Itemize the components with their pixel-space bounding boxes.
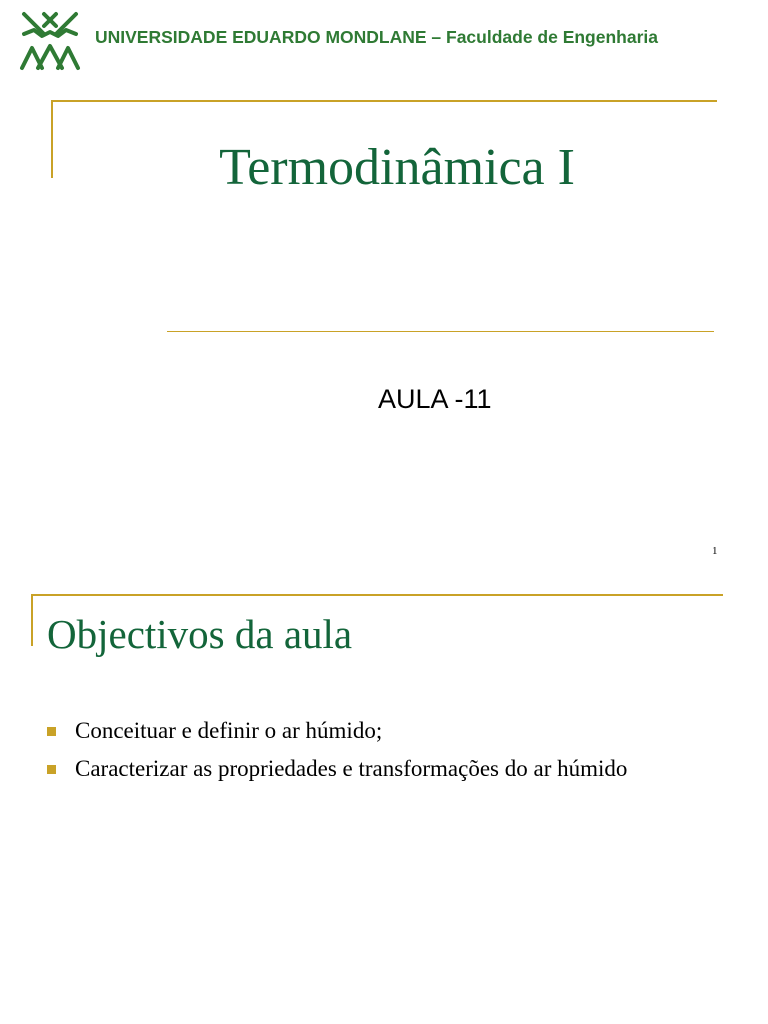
slide1-title: Termodinâmica I [219,139,575,196]
bullet-item [47,754,627,784]
slide2-left-rule [31,594,33,646]
slide1-subtitle: AULA -11 [378,384,492,414]
slide1-top-rule [51,100,717,102]
square-bullet-icon [47,727,56,736]
university-logo-icon [18,10,82,72]
slide2-top-rule [31,594,723,596]
page-number: 1 [712,545,718,557]
slide2-title: Objectivos da aula [47,611,353,657]
bullet-item [47,716,382,746]
bullet-text: Caracterizar as propriedades e transformações do ar húmido [75,756,628,781]
square-bullet-icon [47,765,56,774]
institution-header: UNIVERSIDADE EDUARDO MONDLANE – Faculdade de Engenharia [95,27,658,47]
slide1-divider [167,331,714,332]
bullet-text: Conceituar e definir o ar húmido; [75,718,383,743]
